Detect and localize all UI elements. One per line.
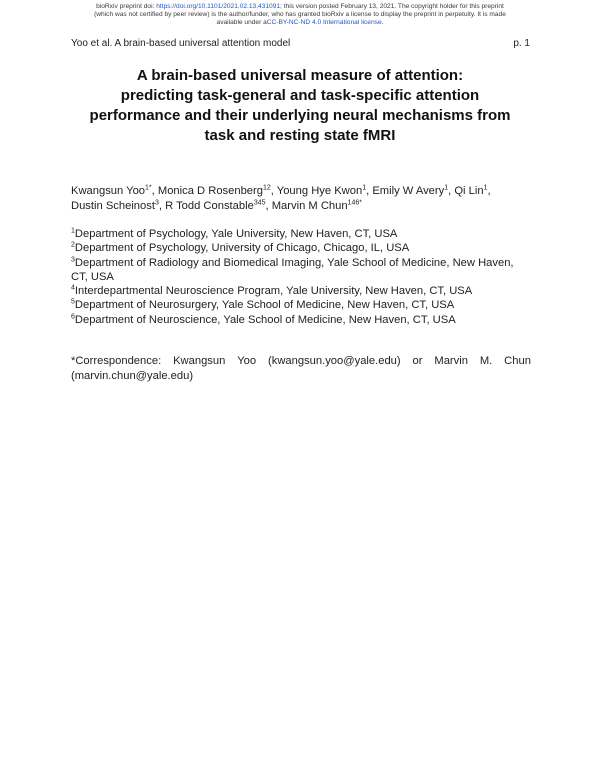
author-list — [71, 184, 531, 214]
running-header — [71, 38, 530, 49]
correspondence — [71, 354, 531, 384]
affiliation: $^3$Department of Radiology and Biomedical Imaging, Yale School of Medicine, New Haven, CT, USA — [71, 255, 514, 283]
notice-line-1: bioRxiv preprint doi: https://doi.org/10.1101/2021.02.13.431091; this version posted February 13, 2021. The copyright holder for this preprint — [96, 3, 504, 10]
paper-title — [60, 66, 540, 146]
affiliation: $^6$Department of Neuroscience, Yale School of Medicine, New Haven, CT, USA — [71, 313, 456, 326]
title-line-4: task and resting state fMRI — [204, 127, 396, 144]
correspondence-line-1: *Correspondence: Kwangsun Yoo (kwangsun.yoo@yale.edu) or Marvin M. Chun — [71, 355, 531, 367]
affiliation: $^4$Interdepartmental Neuroscience Program, Yale University, New Haven, CT, USA — [71, 284, 473, 298]
author: Monica D Rosenberg$^{12}$, — [157, 184, 277, 197]
title-line-1: A brain-based universal measure of attention: — [136, 67, 464, 84]
affiliation: $^2$Department of Psychology, University of Chicago, Chicago, IL, USA — [71, 241, 410, 255]
notice-line-2: (which was not certified by peer review) is the author/funder, who has granted bioRxiv a license to display the preprint in perpetuity. It is made — [94, 11, 506, 18]
author: Marvin M Chun$^{146*}$ — [271, 199, 362, 212]
notice-line-3: available under aCC-BY-NC-ND 4.0 International license. — [216, 19, 384, 26]
author: Qi Lin$^1$, — [454, 184, 491, 197]
author: Emily W Avery$^1$, — [372, 184, 455, 197]
affiliation: $^5$Department of Neurosurgery, Yale School of Medicine, New Haven, CT, USA — [71, 298, 455, 312]
email-chun[interactable]: (marvin.chun@yale.edu) — [71, 370, 194, 382]
title-line-2: predicting task-general and task-specific attention — [120, 87, 480, 104]
running-title: Yoo et al. A brain-based universal attention model — [71, 38, 291, 49]
preprint-notice — [0, 3, 600, 27]
affiliation: $^1$Department of Psychology, Yale University, New Haven, CT, USA — [71, 227, 398, 240]
email-yoo[interactable]: (kwangsun.yoo@yale.edu) — [268, 355, 401, 367]
license-link[interactable]: CC-BY-NC-ND 4.0 International license — [266, 19, 382, 26]
doi-link[interactable]: https://doi.org/10.1101/2021.02.13.431091 — [156, 3, 281, 10]
page-number: p. 1 — [513, 38, 530, 49]
affiliation-list — [71, 227, 531, 327]
author: R Todd Constable$^{345}$, — [165, 199, 272, 212]
author: Dustin Scheinost$^3$, — [71, 199, 166, 212]
title-line-3: performance and their underlying neural mechanisms from — [89, 107, 511, 124]
author: Kwangsun Yoo$^{1*}$, — [71, 184, 158, 197]
author: Young Hye Kwon$^1$, — [276, 184, 373, 197]
